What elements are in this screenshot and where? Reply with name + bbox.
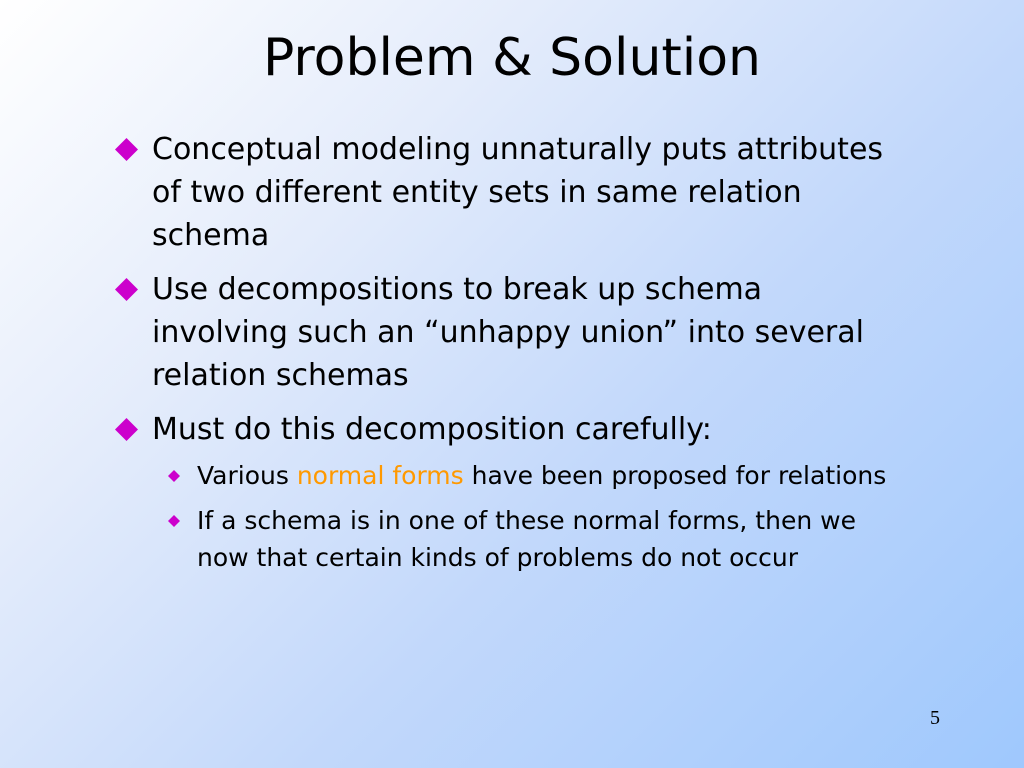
bullet-text: Must do this decomposition carefully: xyxy=(152,412,712,447)
sub-bullet-text-after: have been proposed for relations xyxy=(463,461,887,490)
slide-number: 5 xyxy=(930,707,940,729)
sub-bullet-item xyxy=(152,457,903,494)
bullet-text: Use decompositions to break up schema involving such an “unhappy union” into several relation schemas xyxy=(152,272,864,393)
bullet-list xyxy=(113,128,903,587)
highlighted-term: normal forms xyxy=(296,461,464,490)
small-diamond-icon xyxy=(168,470,180,482)
diamond-icon xyxy=(115,138,138,161)
sub-bullet-item xyxy=(152,502,903,576)
bullet-item xyxy=(113,408,903,576)
bullet-text: Conceptual modeling unnaturally puts attributes of two different entity sets in same relation schema xyxy=(152,132,884,253)
small-diamond-icon xyxy=(168,515,180,527)
sub-bullet-text-before: Various xyxy=(197,461,297,490)
diamond-icon xyxy=(115,278,138,301)
slide-title: Problem & Solution xyxy=(262,28,762,88)
diamond-icon xyxy=(115,418,138,441)
bullet-item xyxy=(113,128,903,257)
sub-bullet-text: If a schema is in one of these normal forms, then we now that certain kinds of problems do not occur xyxy=(197,506,856,572)
sub-bullet-list xyxy=(152,457,903,576)
bullet-item xyxy=(113,268,903,397)
